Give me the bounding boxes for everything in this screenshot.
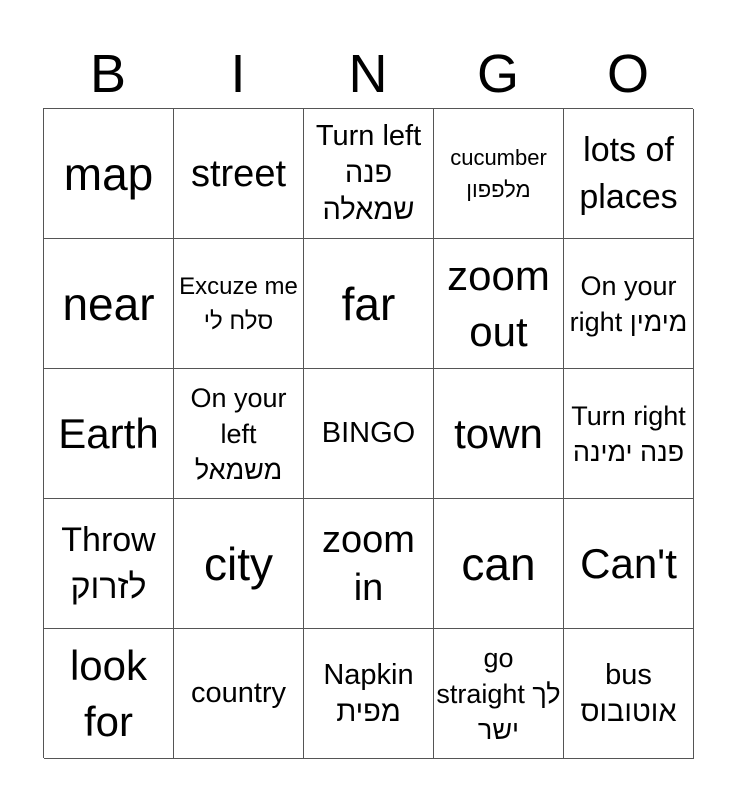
cell-text: map <box>63 147 154 200</box>
cell-text: country <box>190 677 287 709</box>
bingo-cell[interactable] <box>174 239 304 369</box>
header-letter-b: B <box>89 44 127 104</box>
cell-text: bus אוטובוס <box>580 658 677 728</box>
bingo-header <box>43 40 693 108</box>
bingo-cell[interactable] <box>44 369 174 499</box>
cell-text: On your left משמאל <box>190 382 287 485</box>
bingo-cell[interactable] <box>174 369 304 499</box>
bingo-cell[interactable] <box>564 109 694 239</box>
bingo-cell[interactable] <box>434 499 564 629</box>
cell-text: go straight לך ישר <box>436 642 561 745</box>
cell-text: Can't <box>580 539 677 587</box>
cell-text: cucumber מלפפון <box>450 144 547 202</box>
cell-text: Earth <box>58 409 159 457</box>
bingo-cell[interactable] <box>304 369 434 499</box>
cell-text: town <box>454 409 543 457</box>
cell-text: BINGO <box>321 417 416 449</box>
cell-text: On your right מימין <box>569 270 688 337</box>
bingo-cell[interactable] <box>434 369 564 499</box>
bingo-cell[interactable] <box>564 629 694 759</box>
header-letter-g: G <box>476 44 519 104</box>
cell-text: can <box>461 537 536 590</box>
cell-text: Napkin מפית <box>323 658 414 728</box>
bingo-cell[interactable] <box>304 109 434 239</box>
bingo-cell[interactable] <box>434 239 564 369</box>
header-letter-n: N <box>348 44 388 104</box>
header-letter-i: I <box>230 44 246 104</box>
bingo-cell[interactable] <box>44 499 174 629</box>
bingo-cell[interactable] <box>304 499 434 629</box>
cell-text: near <box>62 277 155 330</box>
cell-text: street <box>190 152 287 195</box>
cell-text: far <box>341 277 396 330</box>
cell-text: lots of places <box>579 130 678 216</box>
bingo-cell[interactable] <box>564 499 694 629</box>
cell-text: zoom out <box>447 251 550 355</box>
header-letter-o: O <box>606 44 649 104</box>
cell-text: look for <box>69 641 148 745</box>
bingo-cell[interactable] <box>44 109 174 239</box>
bingo-cell[interactable] <box>434 109 564 239</box>
cell-text: city <box>204 537 273 590</box>
bingo-cell[interactable] <box>434 629 564 759</box>
cell-text: Turn left פנה שמאלה <box>315 120 422 226</box>
bingo-cell[interactable] <box>174 499 304 629</box>
bingo-cell[interactable] <box>44 239 174 369</box>
bingo-cell[interactable] <box>174 629 304 759</box>
cell-text: Turn right פנה ימינה <box>571 400 686 467</box>
bingo-cell[interactable] <box>304 629 434 759</box>
bingo-cell[interactable] <box>44 629 174 759</box>
cell-text: Throw לזרוק <box>61 520 156 606</box>
bingo-cell[interactable] <box>174 109 304 239</box>
bingo-cell[interactable] <box>564 239 694 369</box>
cell-text: Excuze me סלח לי <box>179 272 298 335</box>
bingo-card <box>43 108 693 758</box>
bingo-cell[interactable] <box>304 239 434 369</box>
cell-text: zoom in <box>322 518 415 609</box>
bingo-cell[interactable] <box>564 369 694 499</box>
